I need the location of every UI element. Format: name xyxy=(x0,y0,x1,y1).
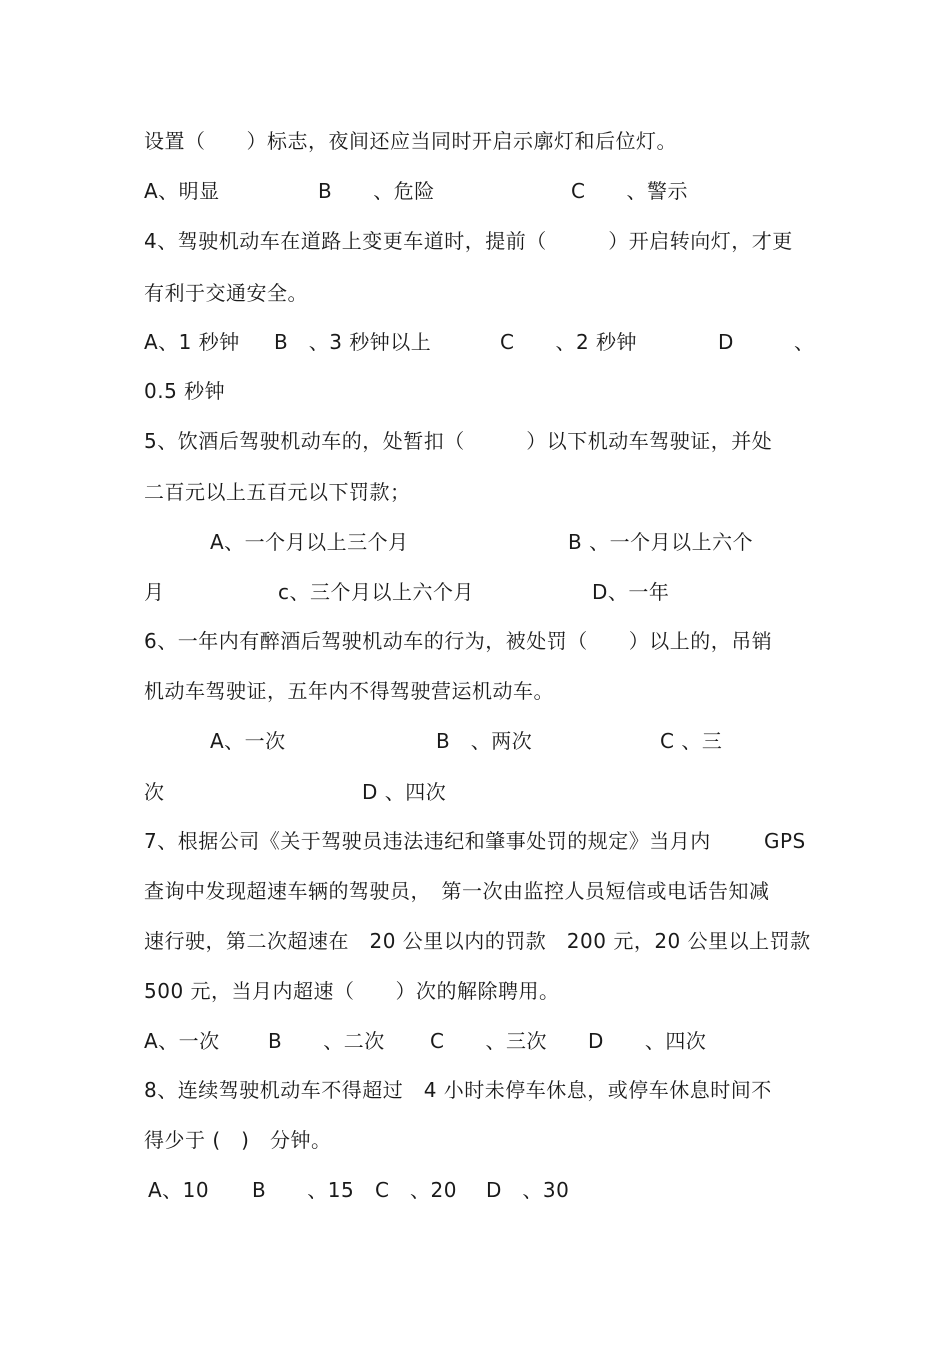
q7-text-line1: 7、根据公司《关于驾驶员违法违纪和肇事处罚的规定》当月内 xyxy=(144,829,711,853)
q7-option-a: A、一次 xyxy=(144,1029,220,1053)
q3-option-a: A、明显 xyxy=(144,179,220,203)
q7-option-c: C 、三次 xyxy=(430,1029,547,1053)
q8-option-d: D 、30 xyxy=(486,1178,570,1202)
q6-text-line1: 6、一年内有醉酒后驾驶机动车的行为，被处罚（ ）以上的，吊销 xyxy=(144,629,773,653)
q5-option-b: B 、一个月以上六个 xyxy=(568,530,754,554)
q8-option-a: A、10 xyxy=(148,1178,210,1202)
q3-text: 设置（ ）标志，夜间还应当同时开启示廓灯和后位灯。 xyxy=(144,129,677,153)
q4-text-line2: 有利于交通安全。 xyxy=(144,281,308,305)
q5-option-c: c、三个月以上六个月 xyxy=(278,580,474,604)
q7-text-line4: 500 元，当月内超速（ ）次的解除聘用。 xyxy=(144,979,560,1003)
q3-option-b: B 、危险 xyxy=(318,179,435,203)
q6-option-d: D 、四次 xyxy=(362,780,447,804)
q4-option-d-letter: D xyxy=(718,330,734,354)
q6-option-c-cont: 次 xyxy=(144,780,165,804)
q7-text-line3: 速行驶，第二次超速在 20 公里以内的罚款 200 元，20 公里以上罚款 xyxy=(144,929,811,953)
q8-option-b: B 、15 xyxy=(252,1178,355,1202)
q5-option-b-cont: 月 xyxy=(144,580,165,604)
q6-option-b: B 、两次 xyxy=(436,729,533,753)
q8-text-line2: 得少于 ( ) 分钟。 xyxy=(144,1128,332,1152)
q4-option-b: B 、3 秒钟以上 xyxy=(274,330,432,354)
q5-option-d: D、一年 xyxy=(592,580,670,604)
q4-option-a: A、1 秒钟 xyxy=(144,330,240,354)
q4-option-c: C 、2 秒钟 xyxy=(500,330,638,354)
q8-option-c: C 、20 xyxy=(375,1178,457,1202)
q5-text-line1: 5、饮酒后驾驶机动车的，处暂扣（ ）以下机动车驾驶证，并处 xyxy=(144,429,773,453)
q7-option-b: B 、二次 xyxy=(268,1029,385,1053)
q5-text-line2: 二百元以上五百元以下罚款； xyxy=(144,480,411,504)
q3-option-c: C 、警示 xyxy=(571,179,688,203)
q4-option-d-separator: 、 xyxy=(794,330,815,354)
q7-option-d: D 、四次 xyxy=(588,1029,707,1053)
q4-text-line1: 4、驾驶机动车在道路上变更车道时，提前（ ）开启转向灯，才更 xyxy=(144,229,793,253)
q5-option-a: A、一个月以上三个月 xyxy=(210,530,409,554)
q4-option-d-value: 0.5 秒钟 xyxy=(144,379,226,403)
q7-text-line2: 查询中发现超速车辆的驾驶员， 第一次由监控人员短信或电话告知减 xyxy=(144,879,770,903)
q6-text-line2: 机动车驾驶证，五年内不得驾驶营运机动车。 xyxy=(144,679,554,703)
q6-option-a: A、一次 xyxy=(210,729,286,753)
q6-option-c: C 、三 xyxy=(660,729,723,753)
q8-text-line1: 8、连续驾驶机动车不得超过 4 小时未停车休息，或停车休息时间不 xyxy=(144,1078,772,1102)
q7-text-line1-end: GPS xyxy=(764,829,806,853)
